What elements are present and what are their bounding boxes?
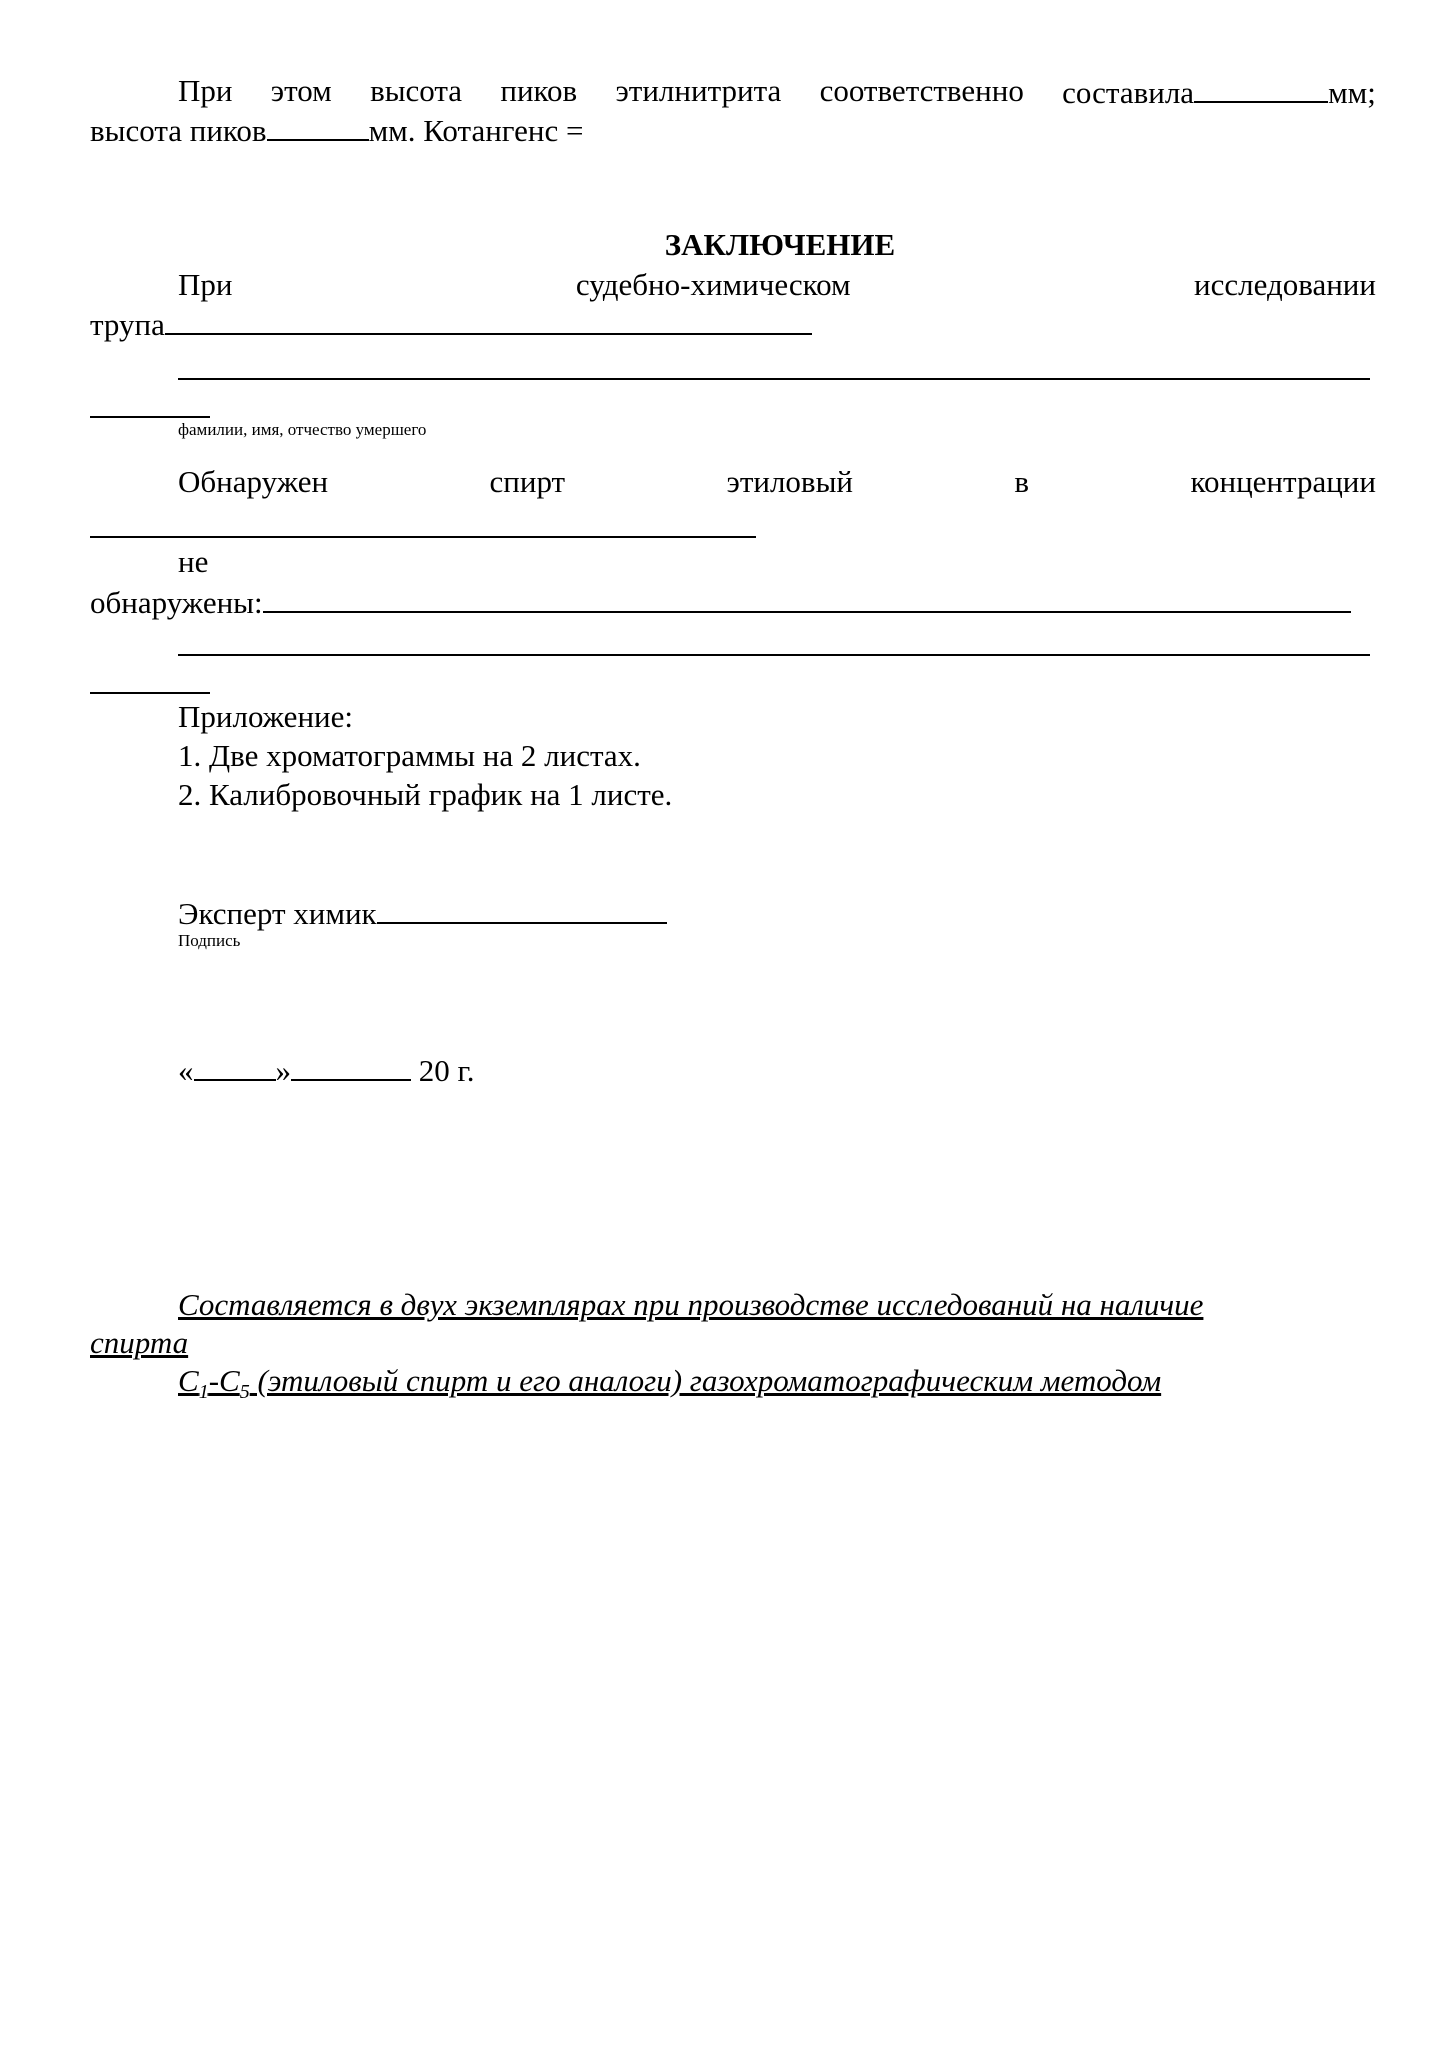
footnote-line-3: $C_1-C_5$ (этиловый спирт и его аналоги) газохроматографическим методом <box>178 1363 1162 1404</box>
intro-word: этилнитрита <box>615 73 782 108</box>
appendix-item: 2. Калибровочный график на 1 листе. <box>178 777 673 812</box>
intro-line-1 <box>178 72 1376 112</box>
corpse-name-blank <box>165 304 812 335</box>
not-found-line-3 <box>178 654 1370 656</box>
corpse-name-line-2 <box>178 378 1370 380</box>
month-blank <box>291 1050 411 1081</box>
signature-caption: Подпись <box>178 931 241 950</box>
name-caption: фамилии, имя, отчество умершего <box>178 420 427 439</box>
not-found-line-4 <box>90 692 210 694</box>
intro-word: пиков <box>500 73 578 108</box>
signature-blank <box>377 893 667 924</box>
intro-line-2: высота пиков мм. Котангенс = <box>90 110 583 150</box>
conclusion-line-2: трупа <box>90 304 812 344</box>
not-found-blank <box>263 582 1351 613</box>
footnote-line-2: спирта <box>90 1325 189 1360</box>
signature-line: Эксперт химик <box>178 893 667 933</box>
appendix-item: 1. Две хроматограммы на 2 листах. <box>178 738 641 773</box>
not-found-line-2: обнаружены: <box>90 582 1351 622</box>
concentration-blank <box>90 536 756 538</box>
footnote-line-1: Составляется в двух экземплярах при производстве исследований на наличие <box>178 1287 1204 1322</box>
day-blank <box>194 1050 276 1081</box>
intro-word: высота <box>370 73 463 108</box>
intro-word: соответственно <box>819 73 1024 108</box>
not-found-line-1: не <box>178 544 209 579</box>
date-line: « » 20 г. <box>178 1050 474 1090</box>
intro-word: этом <box>270 73 332 108</box>
peak-height-blank-2 <box>267 110 369 141</box>
peak-height-blank <box>1194 72 1328 103</box>
appendix-title: Приложение: <box>178 699 353 734</box>
conclusion-title: ЗАКЛЮЧЕНИЕ <box>664 227 896 262</box>
conclusion-line-1: При судебно-химическом исследовании <box>178 267 1376 302</box>
intro-word: При <box>178 73 233 108</box>
intro-word-with-blank: составила мм; <box>1062 72 1376 112</box>
corpse-name-line-3 <box>90 416 210 418</box>
found-line: Обнаружен спирт этиловый в концентрации <box>178 464 1376 499</box>
